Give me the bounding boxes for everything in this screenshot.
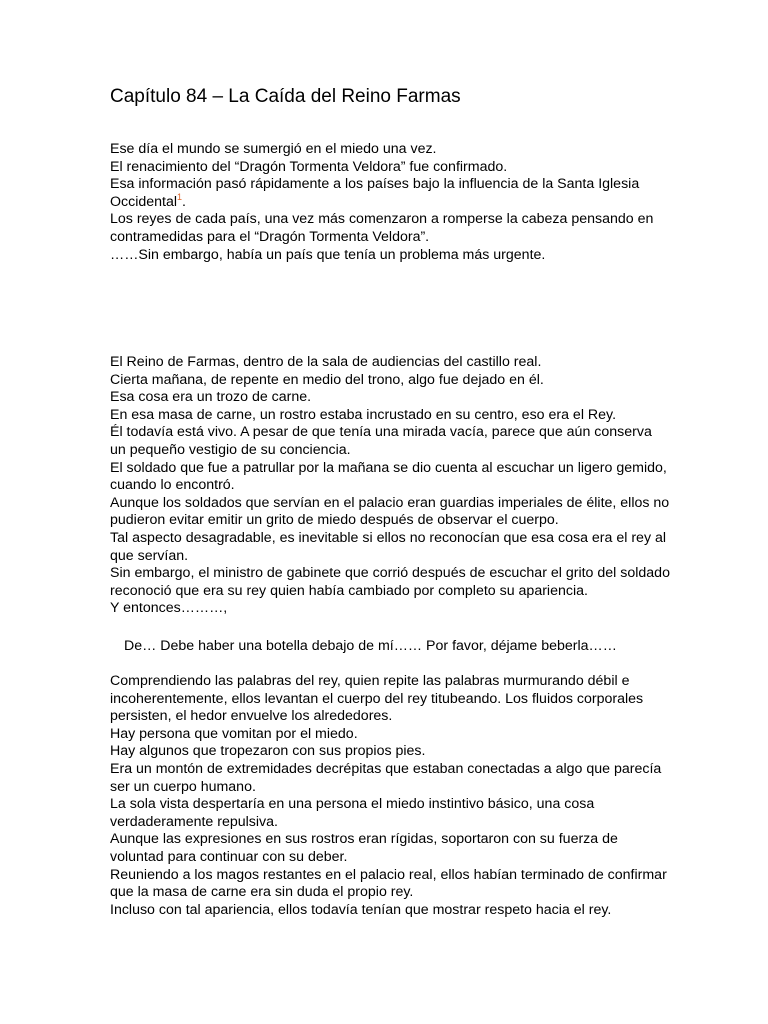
text-line: El soldado que fue a patrullar por la mañana se dio cuenta al escuchar un ligero gemido, cuando lo encontró. [110,459,667,494]
text-line: Esa cosa era un trozo de carne. [110,389,312,406]
chapter-title: Capítulo 84 – La Caída del Reino Farmas [110,86,461,107]
text-line: Aunque las expresiones en sus rostros eran rígidas, soportaron con su fuerza de voluntad para continuar con su deber. [110,831,618,865]
text-line: Ese día el mundo se sumergió en el miedo una vez. [110,141,437,157]
paragraph-block-2 [110,354,670,618]
text-line: Cierta mañana, de repente en medio del trono, algo fue dejado en él. [110,371,544,388]
text-line: Él todavía está vivo. A pesar de que tenía una mirada vacía, parece que aún conserva un pequeño vestigio de su conciencia. [110,424,652,458]
text-line: Y entonces………, [110,600,228,617]
text-line: Los reyes de cada país, una vez más comenzaron a romperse la cabeza pensando en contramedidas para el “Dragón Tormenta Veldora”. [110,211,654,245]
text-line: Esa información pasó rápidamente a los países bajo la influencia de la Santa Iglesia Occidental$^1$. [110,176,640,210]
text-line: El Reino de Farmas, dentro de la sala de audiencias del castillo real. [110,354,542,370]
text-line: Comprendiendo las palabras del rey, quien repite las palabras murmurando débil e incoherentemente, ellos levantan el cuerpo del rey titubeando. Los fluidos corporales persisten, el hedor envuelve los alrededores. [110,673,644,725]
text-line: Incluso con tal apariencia, ellos todavía tenían que mostrar respeto hacia el rey. [110,901,612,918]
text-line: Era un montón de extremidades decrépitas que estaban conectadas a algo que parecía ser un cuerpo humano. [110,760,662,795]
text-line: El renacimiento del “Dragón Tormenta Veldora” fue confirmado. [110,158,508,175]
footnote-reference[interactable]: 1 [177,191,183,202]
text-line: Aunque los soldados que servían en el palacio eran guardias imperiales de élite, ellos no pudieron evitar emitir un grito de miedo después de observar el cuerpo. [110,494,670,529]
text-line: La sola vista despertaría en una persona el miedo instintivo básico, una cosa verdaderamente repulsiva. [110,796,595,830]
text-line: Reuniendo a los magos restantes en el palacio real, ellos habían terminado de confirmar que la masa de carne era sin duda el propio rey. [110,866,667,901]
text-line: Hay algunos que tropezaron con sus propios pies. [110,743,426,760]
text-line: En esa masa de carne, un rostro estaba incrustado en su centro, eso era el Rey. [110,406,617,423]
text-line: Tal aspecto desagradable, es inevitable si ellos no reconocían que esa cosa era el rey al que servían. [110,529,667,564]
paragraph-block-3 [110,673,670,919]
text-line: Sin embargo, el ministro de gabinete que corrió después de escuchar el grito del soldado reconoció que era su rey quien había cambiado por completo su apariencia. [110,565,670,599]
dialogue-line: De… Debe haber una botella debajo de mí…… Por favor, déjame beberla…… [124,638,617,654]
text-line: Hay persona que vomitan por el miedo. [110,725,358,742]
paragraph-block-1 [110,141,670,264]
text-line: ……Sin embargo, había un país que tenía un problema más urgente. [110,246,546,263]
